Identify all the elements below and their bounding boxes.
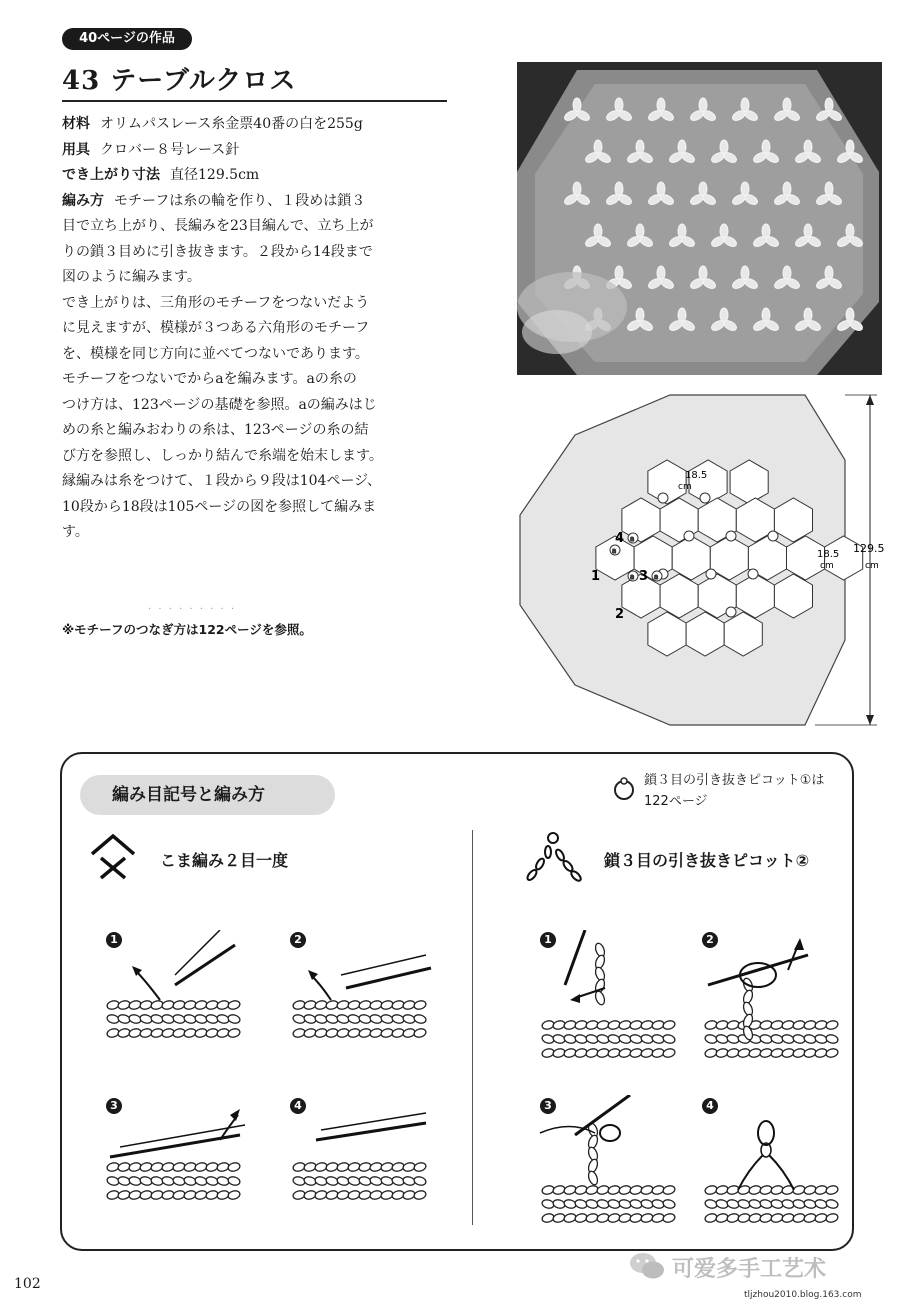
step-4-badge: 4	[702, 1098, 718, 1114]
fabric-stitch	[825, 1199, 839, 1210]
picot-step-1-illustration	[535, 930, 685, 1065]
source-url: tljzhou2010.blog.163.com	[744, 1290, 862, 1300]
lace-petal	[678, 224, 686, 238]
column-divider	[472, 830, 473, 1225]
lace-petal	[573, 98, 581, 112]
lace-petal	[741, 182, 749, 196]
lace-petal	[573, 182, 581, 196]
dim-top-value: 18.5	[685, 470, 708, 481]
dotted-separator: · · · · · · · · ·	[148, 604, 237, 615]
dim-side-value: 18.5	[817, 549, 840, 560]
a-join-label: a	[630, 535, 635, 543]
page-title: 43 テーブルクロス	[62, 66, 297, 96]
method-line: 図のように編みます。	[62, 269, 201, 285]
fabric-stitch	[227, 1028, 241, 1039]
lace-petal	[762, 140, 770, 154]
fabric-stitch	[413, 1162, 427, 1173]
fabric-stitch	[413, 1028, 427, 1039]
method-line: 縁編みは糸をつけて、１段から９段は104ページ、	[62, 473, 382, 489]
lace-petal	[678, 308, 686, 322]
lace-petal	[720, 308, 728, 322]
fabric-stitch	[227, 1000, 241, 1011]
lace-petal	[657, 182, 665, 196]
join-point	[700, 493, 710, 503]
step-2-badge: 2	[702, 932, 718, 948]
materials-row	[62, 112, 457, 138]
lace-petal	[783, 266, 791, 280]
tools-label: 用具	[62, 141, 90, 158]
fabric-stitch	[662, 1020, 676, 1031]
picot-ref-line1: 鎖３目の引き抜きピコット①は	[644, 773, 825, 788]
lace-petal	[741, 98, 749, 112]
picot-symbol-icon	[518, 830, 588, 889]
lace-petal	[699, 98, 707, 112]
fabric-stitch	[662, 1185, 676, 1196]
dim-total-unit: cm	[865, 561, 879, 571]
step-3-badge: 3	[540, 1098, 556, 1114]
lace-petal	[699, 182, 707, 196]
step-4-badge: 4	[290, 1098, 306, 1114]
method-line: りの鎖３目めに引き抜きます。２段から14段まで	[62, 243, 373, 260]
sc2tog-heading: こま編み２目一度	[160, 851, 289, 870]
step-3-badge: 3	[106, 1098, 122, 1114]
lace-petal	[783, 98, 791, 112]
method-line: す。	[62, 524, 89, 540]
layout-diagram	[515, 390, 910, 730]
lace-petal	[636, 140, 644, 154]
lace-petal	[615, 98, 623, 112]
step-1-badge: 1	[106, 932, 122, 948]
join-point	[768, 531, 778, 541]
lace-petal	[636, 224, 644, 238]
sc2tog-step-2-illustration	[286, 930, 436, 1065]
page-number: 102	[14, 1276, 41, 1292]
lace-petal	[783, 182, 791, 196]
method-line: めの糸と編みおわりの糸は、123ページの糸の結	[62, 422, 369, 438]
motif-label-3: 3	[639, 569, 649, 584]
dim-side-unit: cm	[820, 561, 834, 571]
sc2tog-symbol-icon	[88, 830, 138, 884]
dim-total-value: 129.5	[853, 542, 885, 555]
join-point	[726, 607, 736, 617]
join-point	[726, 531, 736, 541]
fabric-stitch	[662, 1048, 676, 1059]
lace-petal	[636, 308, 644, 322]
fabric-stitch	[662, 1199, 676, 1210]
fabric-stitch	[825, 1048, 839, 1059]
step-1-badge: 1	[540, 932, 556, 948]
lace-petal	[657, 266, 665, 280]
section-title-pill: 編み目記号と編み方	[80, 775, 335, 815]
motif-label-1: 1	[591, 569, 601, 584]
sc2tog-step-4-illustration	[286, 1095, 436, 1225]
dim-top-unit: cm	[678, 482, 692, 492]
photo-illustration	[517, 62, 882, 375]
lace-petal	[720, 140, 728, 154]
method-line: モチーフをつないでからaを編みます。aの糸の	[62, 371, 357, 387]
sc2tog-step-3-illustration	[100, 1095, 250, 1225]
lace-petal	[846, 140, 854, 154]
fabric-stitch	[227, 1176, 241, 1187]
size-value: 直径129.5cm	[170, 167, 260, 183]
lace-petal	[762, 308, 770, 322]
lace-petal	[825, 266, 833, 280]
picot-ref-icon	[610, 776, 638, 808]
lace-petal	[804, 224, 812, 238]
fabric-stitch	[662, 1034, 676, 1045]
picot-step-4-illustration	[698, 1095, 848, 1225]
method-line: に見えますが、模様が３つある六角形のモチーフ	[62, 320, 370, 336]
fabric-stitch	[227, 1014, 241, 1025]
step-2-badge: 2	[290, 932, 306, 948]
chain-stitch	[594, 990, 606, 1006]
size-label: でき上がり寸法	[62, 167, 160, 183]
picot-heading: 鎖３目の引き抜きピコット②	[604, 851, 810, 870]
a-join-label: a	[630, 573, 635, 581]
materials-value: オリムパスレース糸金票40番の白を255g	[100, 116, 363, 132]
motif-label-4: 4	[615, 531, 625, 546]
lace-petal	[720, 224, 728, 238]
method-line: つけ方は、123ページの基礎を参照。aの編みはじ	[62, 396, 377, 413]
picot-step-2-illustration	[698, 930, 848, 1065]
instructions-text	[62, 112, 457, 546]
method-row	[62, 189, 457, 215]
lace-petal	[699, 266, 707, 280]
method-line: 目で立ち上がり、長編みを23目編んで、立ち上が	[62, 218, 374, 234]
fabric-stitch	[825, 1020, 839, 1031]
chain-stitch	[587, 1170, 599, 1186]
method-line: モチーフは糸の輪を作り、１段めは鎖３	[114, 192, 366, 209]
watermark-text: 可爱多手工艺术	[672, 1257, 827, 1282]
picot-step-3-illustration	[535, 1095, 685, 1225]
lace-petal	[594, 140, 602, 154]
lace-petal	[615, 182, 623, 196]
fabric-stitch	[227, 1190, 241, 1201]
join-point	[706, 569, 716, 579]
size-row	[62, 163, 457, 189]
join-point	[658, 493, 668, 503]
sc2tog-step-1-illustration	[100, 930, 250, 1065]
fabric-stitch	[413, 1000, 427, 1011]
method-line: び方を参照し、しっかり結んで糸端を始末します。	[62, 447, 383, 464]
tools-value: クロバー８号レース針	[100, 141, 240, 158]
lace-petal	[741, 266, 749, 280]
join-point	[748, 569, 758, 579]
title-rule	[62, 100, 447, 102]
lace-petal	[594, 224, 602, 238]
a-join-label: a	[612, 547, 617, 555]
picot-reference	[644, 770, 824, 812]
tablecloth-photo	[517, 62, 882, 375]
fabric-stitch	[662, 1213, 676, 1224]
lace-petal	[615, 266, 623, 280]
fabric-stitch	[413, 1190, 427, 1201]
materials-label: 材料	[62, 116, 90, 132]
fabric-stitch	[825, 1034, 839, 1045]
fabric-stitch	[413, 1176, 427, 1187]
wechat-icon	[628, 1250, 666, 1286]
lace-petal	[846, 224, 854, 238]
page-reference-badge: 40ページの作品	[62, 28, 192, 50]
fabric-stitch	[825, 1185, 839, 1196]
tools-row	[62, 138, 457, 164]
fabric-stitch	[413, 1014, 427, 1025]
fabric-stitch	[825, 1213, 839, 1224]
method-line: 10段から18段は105ページの図を参照して編みま	[62, 498, 377, 515]
lace-petal	[804, 140, 812, 154]
a-join-label: a	[654, 573, 659, 581]
lace-petal	[657, 98, 665, 112]
method-line: でき上がりは、三角形のモチーフをつないだよう	[62, 294, 370, 311]
join-point	[684, 531, 694, 541]
fabric-stitch	[227, 1162, 241, 1173]
lace-petal	[846, 308, 854, 322]
method-line: を、模様を同じ方向に並べてつないであります。	[62, 345, 369, 362]
picot-ref-line2: 122ページ	[644, 794, 708, 809]
lace-petal	[804, 308, 812, 322]
lace-petal	[825, 98, 833, 112]
joining-note: ※モチーフのつなぎ方は122ページを参照。	[62, 622, 312, 637]
lace-petal	[825, 182, 833, 196]
motif-label-2: 2	[615, 607, 625, 622]
method-label: 編み方	[62, 192, 104, 209]
layout-diagram-svg	[515, 390, 910, 730]
lace-petal	[678, 140, 686, 154]
lace-petal	[762, 224, 770, 238]
